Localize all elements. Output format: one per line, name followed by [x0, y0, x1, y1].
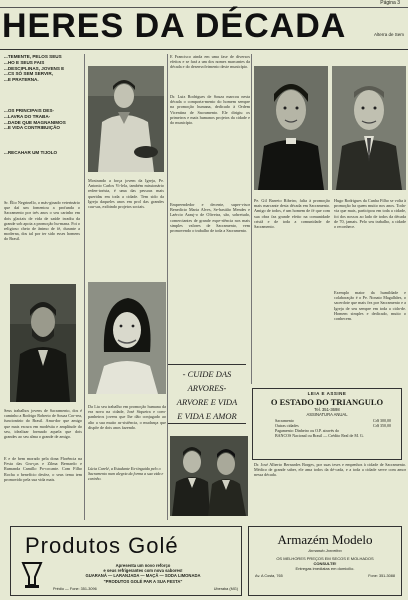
column-rule	[167, 54, 168, 520]
portrait-photo-older-man	[332, 66, 406, 190]
intro-line: ...E VIDA CONTRIBUIÇÃO	[4, 125, 60, 131]
article-col2-b: Da Lia seu trabalho em promoção humana da era nova na cidade, José Siqueira e com-panheiros jovens que lhe dão conjugado ao alto a sua muito as-sistência, o mudança que dispôe de dois anos fazendo.	[88, 404, 166, 430]
price-row: Sacramento Cr$ 300,00	[275, 418, 391, 423]
cuide-das-arvores-box	[168, 364, 246, 424]
intro-line: ...OS PRINCIPAIS DES-	[4, 108, 54, 113]
ad-estado-do-triangulo	[252, 388, 402, 460]
article-col5-b: Exemplo maior da humildade e colaboração é o Pe. Nonato Magalhães, o sacerdote que mais fez por Sacramento e a Igreja de seu sempre em toda a cida-de. Homem simples e dedicado, muito o conhecem.	[334, 290, 406, 322]
article-col5-a: Hugo Rodrigues da Cunha Filho se volta à promoção ha quem muito nos anos. Toda-via que mais, participou em toda a cidade, foi dos nossos ao lado de todos da década de 70, jamais. Pelo seu trabalho, a cidade o reconhece.	[334, 198, 406, 230]
intro-line: ...DADE QUE MAGNANIMOS	[4, 119, 66, 125]
intro-block-1	[4, 54, 82, 100]
article-col3-intro: E Francisco ainda em uma fase de diversos efeitos e se fará a um dos nomes marcantes da década e do desenvolvimento deste município.	[170, 54, 250, 70]
ad-armazem-owner: Armando Jorcelino	[308, 548, 342, 553]
intro-block-2	[4, 108, 82, 142]
ad-gole-footer: Prédio — Fone: 351-3096 Uberaba (MG)	[53, 587, 238, 591]
price-row: Outras cidades Cr$ 350,00	[275, 423, 391, 428]
ad-tag: LEIA E ASSINE	[307, 391, 347, 396]
ad-price-rows	[253, 417, 401, 438]
article-col3-b: Empreendedor e decente, super-visor Benedicto Maria Alves, Se-bastião Mendes e Laércio Arauj-o de Oliveira, são, sobretudo, comerciantes de grande expe-riência nos mais simples valores de Sacramento, vem promovendo o trabalho de toda a Sacramento.	[170, 202, 250, 234]
ad-armazem-name: Armazém Modelo	[277, 532, 373, 547]
ad-armazem-modelo	[248, 526, 402, 596]
ad-armazem-line2: CONSULTE!	[313, 561, 337, 566]
page-headline: HERES DA DÉCADA	[2, 7, 347, 45]
cuide-line-3: ARVORE E VIDA	[176, 397, 238, 407]
intro-line: ...LAVRA DO TRABA-	[4, 113, 51, 119]
ad-newspaper-name: O ESTADO DO TRIANGULO	[270, 397, 384, 407]
article-col1-c: E e de bem morado pela dona Florência na Festa das Gra-ças e Zilma Bernardo e Rumanda Camillo Po-cocante. Com Filho Rocha o benefício desfez, o seus tema tem promovido pela sua vida mais.	[4, 456, 82, 482]
intro-line: ...HO E SEUS FAIS	[4, 59, 45, 65]
headline-rule	[0, 49, 408, 50]
intro-line: ...TEMENTE, PELOS SEUS	[4, 54, 62, 59]
photo-caption: Lúcia Carelé, a Estudante Ex-tinguida pelo o Sacramento num alegria da forma a sua vida e carinho.	[88, 466, 164, 481]
intro-line: ...CS SÓ SEM SERVIR,	[4, 71, 53, 77]
article-col5-c: Dr. José Alberto Bernardes Borges, por suas teses e empenhos à cidade de Sacramento. Médico de grande saber, ele ama todos da dé-cada, e a toda a cidade serve com amor nessa década.	[254, 462, 406, 478]
article-col4-a: Pe. Gil Barreto Ribeiro, falta à promoção mais marcante desta década em Sacramento. Amigo de todos, é um homem de fé que com sua obra faz grande efeito na comunidade cristã e de toda a comunidade de Sacramento.	[254, 198, 330, 230]
ad-armazem-line3: Entregas imediatas em domicílio.	[295, 566, 355, 571]
ad-phone: Tel. 351-3698	[314, 407, 340, 412]
ad-produtos-gole	[10, 526, 242, 596]
portrait-photo-priest	[254, 66, 328, 190]
dateline: Alterra de Sem	[373, 32, 404, 37]
cuide-line-2: ARVORES-	[187, 383, 227, 393]
column-rule	[84, 54, 85, 520]
photo-two-men	[170, 436, 248, 516]
article-col3-a: Dr. Luiz Rodrigues de Souza marcou nesta década o comporta-mento do homem sempre na promoção humana, dedicado à Ordem Vicentina de Sacramento. Ele dirigiu os primeiros e mais humanos projetos da cidade e do município.	[170, 94, 250, 126]
cuide-line-1: - CUIDE DAS	[182, 369, 232, 379]
article-col1-b: Seus trabalhos jovens de Sacramento, dos é caminho a Rodrigo Roberto de Souza Cor-rea, funcionário do Brasil. Ama-dor que amigo que mais escura em modéstia e amplitude do seu, idealizar formado aquela que dois grandes ao seu alma o grande de amigo.	[4, 408, 82, 440]
photo-priest-young	[88, 66, 164, 172]
page-number: Página 3	[380, 0, 400, 6]
intro-line: ...E PRATERNA.	[4, 77, 39, 83]
price-row: BANCOS Nacional ou Brasil — Crédito Real de M. G.	[275, 433, 364, 438]
ad-gole-name: Produtos Golé	[25, 533, 179, 558]
ad-armazem-footer: Av. A Costa, 765 Fone: 351-3088	[255, 574, 395, 578]
price-row: Pagamento: Dinheiro ou O.P. através do	[275, 428, 340, 433]
glass-logo-icon	[19, 559, 45, 589]
article-col1-a: Sr. Élio Negrinello, o más-ginado veterinário que daí um fomentou a profunda o Sacramento por trés anos o seu carinho em dois glaciais de vida de saúde irradiu da grande sob apoia a promoção hu-mana. Foi o religioso cheio de ânimo de fé, durante a moderna, dos tal por ter sido esses homens do Brasil.	[4, 200, 80, 242]
intro-line: ...DESCIPLINAS, JOVENS E	[4, 65, 65, 71]
article-col2-a: Mostrando a força jovem da Igreja, Pe. Antonio Carlos Vi-lela, também missionário reden-torista, é uma das pessoas mais queridas em toda a cidade. Tem sido da Igreja daqueles anos em prol das grandes cau-sas, exibindo projetos sociais.	[88, 178, 164, 210]
ad-subscription-title: ASSINATURA ANUAL	[306, 412, 348, 417]
cuide-line-4: E VIDA E AMOR	[177, 411, 237, 421]
intro-tijolo: ...RECAHAR UM TIJOLO	[4, 150, 58, 155]
ad-gole-text: Apresenta um novo reforço e seus refrigerantes com nova sabores! GUARANÁ — LARANJADA — MAÇÃ — SODA LIMONADA "PRODUTOS GOLÉ PAR A SUA FESTA"	[85, 563, 201, 584]
ad-armazem-line1: OS MELHORES PREÇOS EM SECOS E MOLHADOS	[276, 556, 374, 561]
portrait-photo-woman	[88, 282, 166, 394]
portrait-photo-bearded-man	[10, 284, 76, 402]
column-rule	[251, 54, 252, 384]
